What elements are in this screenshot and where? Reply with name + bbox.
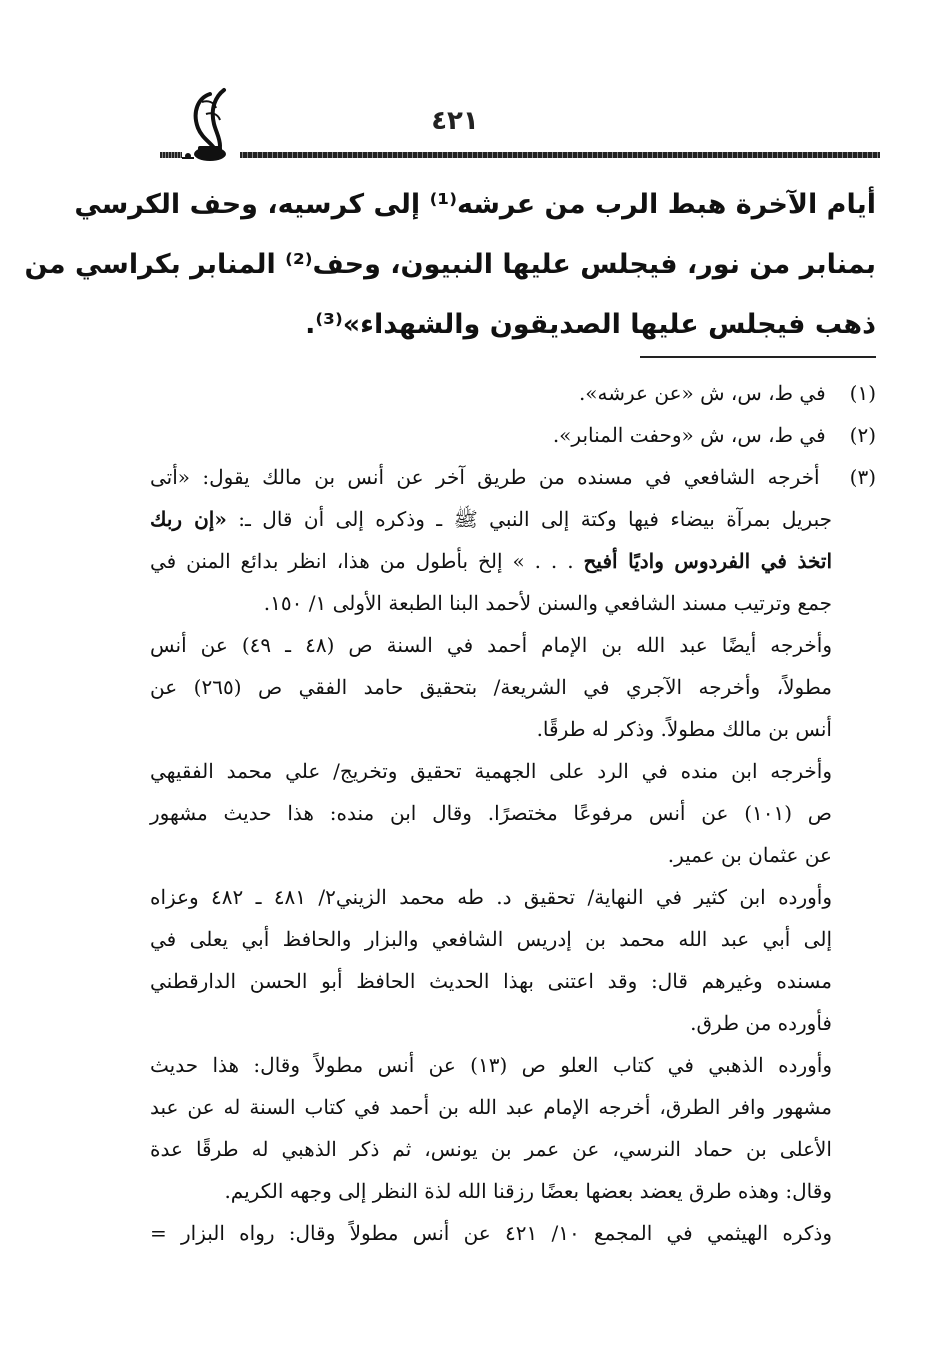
page-number: ٤٢١: [431, 106, 479, 136]
main-line-2: بمنابر من نور، فيجلس عليها النبيون، وحف⁽²⁾ المنابر بكراسي من: [24, 249, 876, 280]
quill-inkwell-icon: [180, 88, 238, 162]
footnote-3-line-8: وأخرجه ابن منده في الرد على الجهمية تحقيق وتخريج/ علي محمد الفقيهي: [150, 759, 832, 783]
footnote-2: [150, 414, 876, 456]
footnote-3-line-9: ص (١٠١) عن أنس مرفوعًا مختصرًا. وقال ابن منده: هذا حديث مشهور: [150, 801, 832, 825]
main-line-1: أيام الآخرة هبط الرب من عرشه⁽¹⁾ إلى كرسيه، وحف الكرسي: [74, 189, 876, 220]
footnote-text-bold: «إن ربك: [150, 507, 227, 531]
footnote-3-line-15: وأورده الذهبي في كتاب العلو ص (١٣) عن أنس مطولاً وقال: هذا حديث: [150, 1053, 832, 1077]
footnote-marker: (٣): [849, 465, 877, 489]
footnote-3-line-10: عن عثمان بن عمير.: [667, 843, 832, 867]
footnote-3-line-16: مشهور وافر الطرق، أخرجه الإمام عبد الله بن أحمد في كتاب السنة له عن عبد: [150, 1095, 832, 1119]
footnote-text: . . . » إلخ بأطول من هذا، انظر بدائع المنن في: [150, 549, 574, 573]
footnote-3-line-7: أنس بن مالك مطولاً. وذكر له طرقًا.: [536, 717, 832, 741]
footnote-marker: (٢): [849, 423, 876, 447]
footnote-text: أخرجه الشافعي في مسنده من طريق آخر عن أنس بن مالك يقول: «أتى: [150, 465, 820, 489]
footnote-3-line-5: وأخرجه أيضًا عبد الله بن الإمام أحمد في السنة ص (٤٨ ـ ٤٩) عن أنس: [150, 633, 833, 657]
footnote-3-line-6: مطولاً، وأخرجه الآجري في الشريعة/ بتحقيق حامد الفقي ص (٢٦٥) عن: [150, 675, 832, 699]
footnote-text: في ط، س، ش «وحفت المنابر».: [552, 423, 826, 447]
footnote-3-line-12: إلى أبي عبد الله محمد بن إدريس الشافعي والبزار والحافظ أبي يعلى في: [150, 927, 832, 951]
footnote-3-line-11: وأورده ابن كثير في النهاية/ تحقيق د. طه محمد الزيني٢/ ٤٨١ ـ ٤٨٢ وعزاه: [150, 885, 832, 909]
header-rule-left: [160, 152, 182, 158]
main-text: [24, 175, 876, 355]
footnote-3-line-13: مسنده وغيرهم قال: وقد اعتنى بهذا الحديث الحافظ أبو الحسن الدارقطني: [150, 969, 832, 993]
footnote-marker: (١): [849, 381, 876, 405]
footnotes: [150, 372, 876, 1254]
footnote-3-line-18: وقال: وهذه طرق يعضد بعضها بعضًا رزقنا الله لذة النظر إلى وجهه الكريم.: [224, 1179, 832, 1203]
footnote-3-line-14: فأورده من طرق.: [690, 1011, 832, 1035]
footnote-3-line-2: [150, 498, 876, 540]
footnote-3-line-1: [150, 456, 876, 498]
footnote-text-bold: اتخذ في الفردوس واديًا أفيح: [583, 549, 832, 573]
main-line-3: ذهب فيجلس عليها الصديقون والشهداء»⁽³⁾.: [305, 309, 876, 340]
footnote-separator: [640, 356, 876, 358]
footnote-text: في ط، س، ش «عن عرشه».: [578, 381, 826, 405]
footnote-3-line-19: وذكره الهيثمي في المجمع ١٠/ ٤٢١ عن أنس مطولاً وقال: رواه البزار =: [150, 1221, 832, 1245]
page-header: [160, 88, 880, 168]
footnote-1: [150, 372, 876, 414]
footnote-text: جبريل بمرآة بيضاء فيها وكتة إلى النبي ﷺ ـ وذكره إلى أن قال ـ:: [226, 507, 832, 531]
footnote-3-line-3: [150, 540, 876, 582]
footnote-3-line-4: جمع وترتيب مسند الشافعي والسنن لأحمد البنا الطبعة الأولى ١/ ١٥٠.: [263, 591, 832, 615]
header-rule: [240, 152, 880, 158]
footnote-3-line-17: الأعلى بن حماد النرسي، عن عمر بن يونس، ثم ذكر الذهبي له طرقًا عدة: [150, 1137, 832, 1161]
